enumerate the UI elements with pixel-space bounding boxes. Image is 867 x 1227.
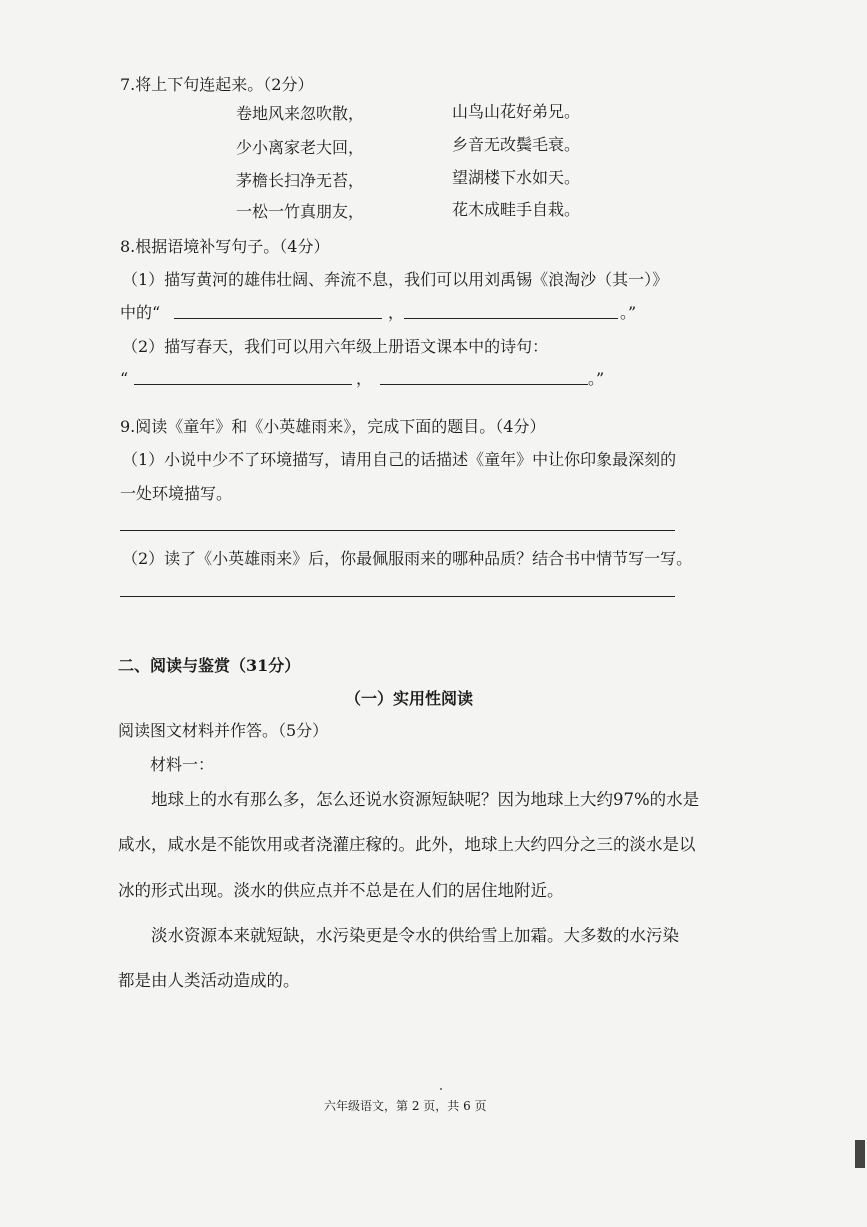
q8-part1-open-quote: 中的“	[120, 303, 161, 322]
q9-part1-line-1: （1）小说中少不了环境描写，请用自己的话描述《童年》中让你印象最深刻的	[122, 450, 677, 469]
q8-part1-blank-2[interactable]	[404, 318, 618, 319]
section2-subheading: （一）实用性阅读	[345, 689, 474, 708]
q8-part2-blank-2[interactable]	[380, 384, 588, 385]
q7-right-line-1: 山鸟山花好弟兄。	[452, 102, 581, 121]
q8-part1-text: （1）描写黄河的雄伟壮阔、奔流不息，我们可以用刘禹锡《浪淘沙（其一）》	[122, 270, 669, 289]
page-footer: 六年级语文，第 2 页，共 6 页	[324, 1099, 487, 1113]
q8-part2-blank-1[interactable]	[134, 384, 352, 385]
scan-edge-mark	[855, 1140, 865, 1168]
q7-left-line-4: 一松一竹真朋友，	[236, 202, 365, 221]
q8-part2-open-quote: “	[120, 369, 129, 388]
q8-heading: 8.根据语境补写句子。（4分）	[120, 237, 330, 256]
q7-right-line-4: 花木成畦手自栽。	[452, 200, 581, 219]
q9-part1-answer-line[interactable]	[120, 530, 675, 531]
q8-part1-comma: ，	[388, 303, 405, 322]
q9-part2-answer-line[interactable]	[120, 596, 675, 597]
q7-left-line-2: 少小离家老大回，	[236, 138, 365, 157]
material-1-para1-line3: 冰的形式出现。淡水的供应点并不总是在人们的居住地附近。	[118, 881, 564, 900]
q7-left-line-1: 卷地风来忽吹散，	[236, 104, 365, 123]
material-1-para1-line2: 咸水，咸水是不能饮用或者浇灌庄稼的。此外，地球上大约四分之三的淡水是以	[118, 835, 696, 854]
material-1-label: 材料一：	[150, 755, 215, 774]
section2-heading: 二、阅读与鉴赏（31分）	[118, 656, 301, 675]
material-1-para1-line1: 地球上的水有那么多，怎么还说水资源短缺呢？因为地球上大约97%的水是	[151, 790, 700, 809]
q9-heading: 9.阅读《童年》和《小英雄雨来》，完成下面的题目。（4分）	[120, 417, 546, 436]
q7-right-line-3: 望湖楼下水如天。	[452, 168, 581, 187]
material-1-para2-line1: 淡水资源本来就短缺，水污染更是令水的供给雪上加霜。大多数的水污染	[151, 926, 679, 945]
q7-heading: 7.将上下句连起来。（2分）	[120, 75, 314, 94]
q7-right-line-2: 乡音无改鬓毛衰。	[452, 135, 581, 154]
material-1-para2-line2: 都是由人类活动造成的。	[118, 971, 300, 990]
q7-left-line-3: 茅檐长扫净无苔，	[236, 171, 365, 190]
scan-speck	[440, 1088, 442, 1090]
q8-part2-comma: ，	[356, 369, 373, 388]
q8-part1-blank-1[interactable]	[174, 318, 382, 319]
q8-part2-close: 。”	[588, 369, 605, 388]
q8-part1-close: 。”	[620, 303, 637, 322]
section2-instruction: 阅读图文材料并作答。（5分）	[118, 721, 329, 740]
q8-part2-text: （2）描写春天，我们可以用六年级上册语文课本中的诗句：	[122, 337, 549, 356]
q9-part2-line-1: （2）读了《小英雄雨来》后，你最佩服雨来的哪种品质？结合书中情节写一写。	[122, 549, 693, 568]
q9-part1-line-2: 一处环境描写。	[120, 484, 233, 503]
